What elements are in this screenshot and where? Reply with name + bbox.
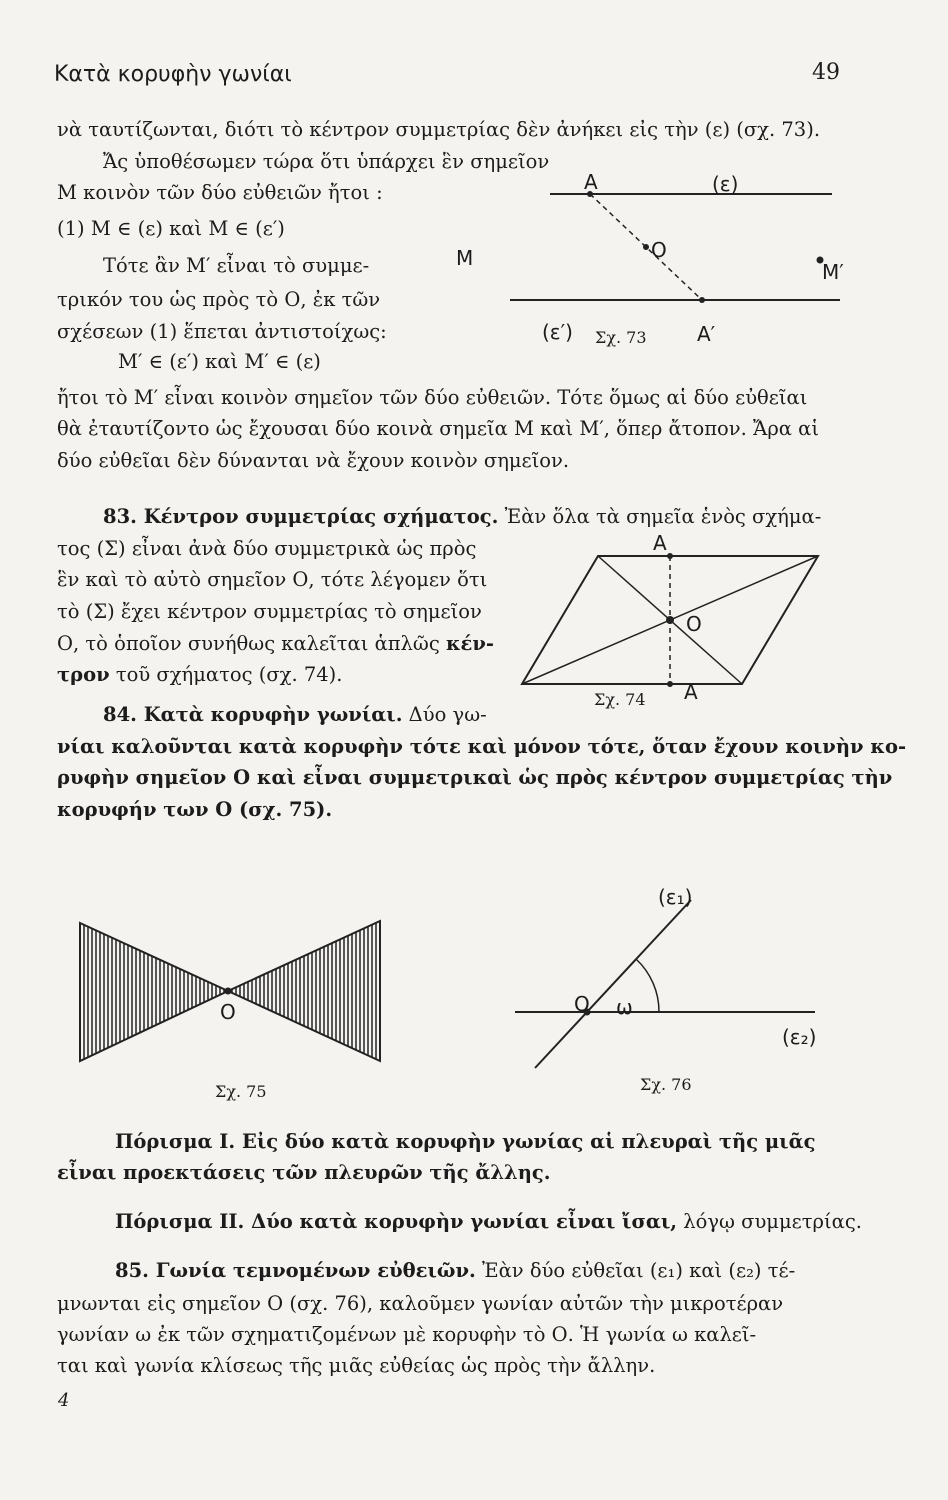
- section-83-heading: 83. Κέντρον συμμετρίας σχήματος.: [103, 505, 499, 528]
- porisma-1-label: Πόρισμα Ι.: [115, 1130, 236, 1153]
- figure-75: [75, 915, 390, 1075]
- fig76-label-e2: (ε₂): [782, 1025, 817, 1049]
- page-number: 49: [812, 60, 840, 85]
- text-line: ἓν καὶ τὸ αὐτὸ σημεῖον Ο, τότε λέγομεν ὅτι: [57, 568, 488, 591]
- fig74-label-O: O: [686, 612, 702, 636]
- section-84-heading: 84. Κατὰ κορυφὴν γωνίαι.: [103, 703, 403, 726]
- porisma-2-label: Πόρισμα ΙΙ.: [115, 1210, 245, 1233]
- porisma-1-line: Πόρισμα Ι. Εἰς δύο κατὰ κορυφὴν γωνίας αἱ πλευραὶ τῆς μιᾶς: [115, 1130, 816, 1153]
- text-line: δύο εὐθεῖαι δὲν δύνανται νὰ ἔχουν κοινὸν σημεῖον.: [57, 449, 570, 472]
- text-line: νίαι καλοῦνται κατὰ κορυφὴν τότε καὶ μόνον τότε, ὅταν ἔχουν κοινὴν κο-: [57, 735, 907, 758]
- signature-mark: 4: [58, 1390, 70, 1411]
- fig76-label-e1: (ε₁): [658, 885, 693, 909]
- text-line: κορυφήν των Ο (σχ. 75).: [57, 798, 333, 821]
- text-line: Τότε ἂν Μ′ εἶναι τὸ συμμε-: [103, 254, 370, 277]
- text-line: τρικόν του ὡς πρὸς τὸ Ο, ἐκ τῶν: [57, 288, 381, 311]
- fig76-caption: Σχ. 76: [640, 1075, 692, 1094]
- fig74-label-A-top: A: [653, 531, 667, 555]
- section-84-line: 84. Κατὰ κορυφὴν γωνίαι. Δύο γω-: [103, 703, 487, 726]
- text-line: ρυφὴν σημεῖον Ο καὶ εἶναι συμμετρικαὶ ὡς πρὸς κέντρον συμμετρίας τὴν: [57, 766, 893, 789]
- fig75-label-O: O: [220, 1000, 236, 1024]
- fig76-label-omega: ω: [616, 995, 633, 1019]
- text-line: ἤτοι τὸ Μ′ εἶναι κοινὸν σημεῖον τῶν δύο εὐθειῶν. Τότε ὅμως αἱ δύο εὐθεῖαι: [57, 386, 808, 409]
- fig74-label-A-bottom: A: [684, 680, 698, 704]
- fig73-label-A-prime: A′: [697, 322, 716, 346]
- text-line: τρον τοῦ σχήματος (σχ. 74).: [57, 663, 343, 686]
- text-line: Μ′ ∈ (ε′) καὶ Μ′ ∈ (ε): [118, 350, 321, 373]
- fig73-label-O: O: [651, 238, 667, 262]
- fig75-caption: Σχ. 75: [215, 1082, 267, 1101]
- text-line: θὰ ἐταυτίζοντο ὡς ἔχουσαι δύο κοινὰ σημεῖα Μ καὶ Μ′, ὅπερ ἄτοπον. Ἄρα αἱ: [57, 417, 819, 440]
- fig73-label-A: A: [584, 170, 598, 194]
- text-line: Ἄς ὑποθέσωμεν τώρα ὅτι ὑπάρχει ἓν σημεῖον: [103, 150, 550, 173]
- running-header: Κατὰ κορυφὴν γωνίαι: [54, 62, 292, 87]
- text-line: τὸ (Σ) ἔχει κέντρον συμμετρίας τὸ σημεῖον: [57, 600, 482, 623]
- text-line: (1) Μ ∈ (ε) καὶ Μ ∈ (ε′): [57, 217, 285, 240]
- fig74-caption: Σχ. 74: [594, 690, 646, 709]
- text-line: Ο, τὸ ὁποῖον συνήθως καλεῖται ἁπλῶς κέν-: [57, 632, 495, 655]
- text-line: Μ κοινὸν τῶν δύο εὐθειῶν ἤτοι :: [57, 181, 383, 204]
- porisma-2-line: Πόρισμα ΙΙ. Δύο κατὰ κορυφὴν γωνίαι εἶναι ἴσαι, λόγῳ συμμετρίας.: [115, 1210, 862, 1233]
- section-85-line: 85. Γωνία τεμνομένων εὐθειῶν. Ἐὰν δύο εὐθεῖαι (ε₁) καὶ (ε₂) τέ-: [115, 1259, 796, 1282]
- text-line: γωνίαν ω ἐκ τῶν σχηματιζομένων μὲ κορυφὴν τὸ Ο. Ἡ γωνία ω καλεῖ-: [57, 1323, 757, 1346]
- text-line: μνωνται εἰς σημεῖον Ο (σχ. 76), καλοῦμεν γωνίαν αὐτῶν τὴν μικροτέραν: [57, 1292, 784, 1315]
- fig73-label-M-prime: M′: [822, 260, 844, 284]
- text-line: σχέσεων (1) ἕπεται ἀντιστοίχως:: [57, 320, 387, 343]
- fig73-label-e-prime: (ε′): [542, 320, 573, 344]
- figure-74: [510, 540, 830, 690]
- fig73-label-e: (ε): [712, 172, 739, 196]
- text-line: τος (Σ) εἶναι ἀνὰ δύο συμμετρικὰ ὡς πρὸς: [57, 537, 477, 560]
- section-85-heading: 85. Γωνία τεμνομένων εὐθειῶν.: [115, 1259, 476, 1282]
- text-line: νὰ ταυτίζωνται, διότι τὸ κέντρον συμμετρίας δὲν ἀνήκει εἰς τὴν (ε) (σχ. 73).: [57, 118, 821, 141]
- section-83-line: 83. Κέντρον συμμετρίας σχήματος. Ἐὰν ὅλα τὰ σημεῖα ἑνὸς σχήμα-: [103, 505, 822, 528]
- fig73-label-M: M: [456, 246, 474, 270]
- text-line: ται καὶ γωνία κλίσεως τῆς μιᾶς εὐθείας ὡς πρὸς τὴν ἄλλην.: [57, 1354, 656, 1377]
- fig73-caption: Σχ. 73: [595, 328, 647, 347]
- text-line: εἶναι προεκτάσεις τῶν πλευρῶν τῆς ἄλλης.: [57, 1161, 551, 1184]
- fig76-label-O: O: [574, 992, 590, 1016]
